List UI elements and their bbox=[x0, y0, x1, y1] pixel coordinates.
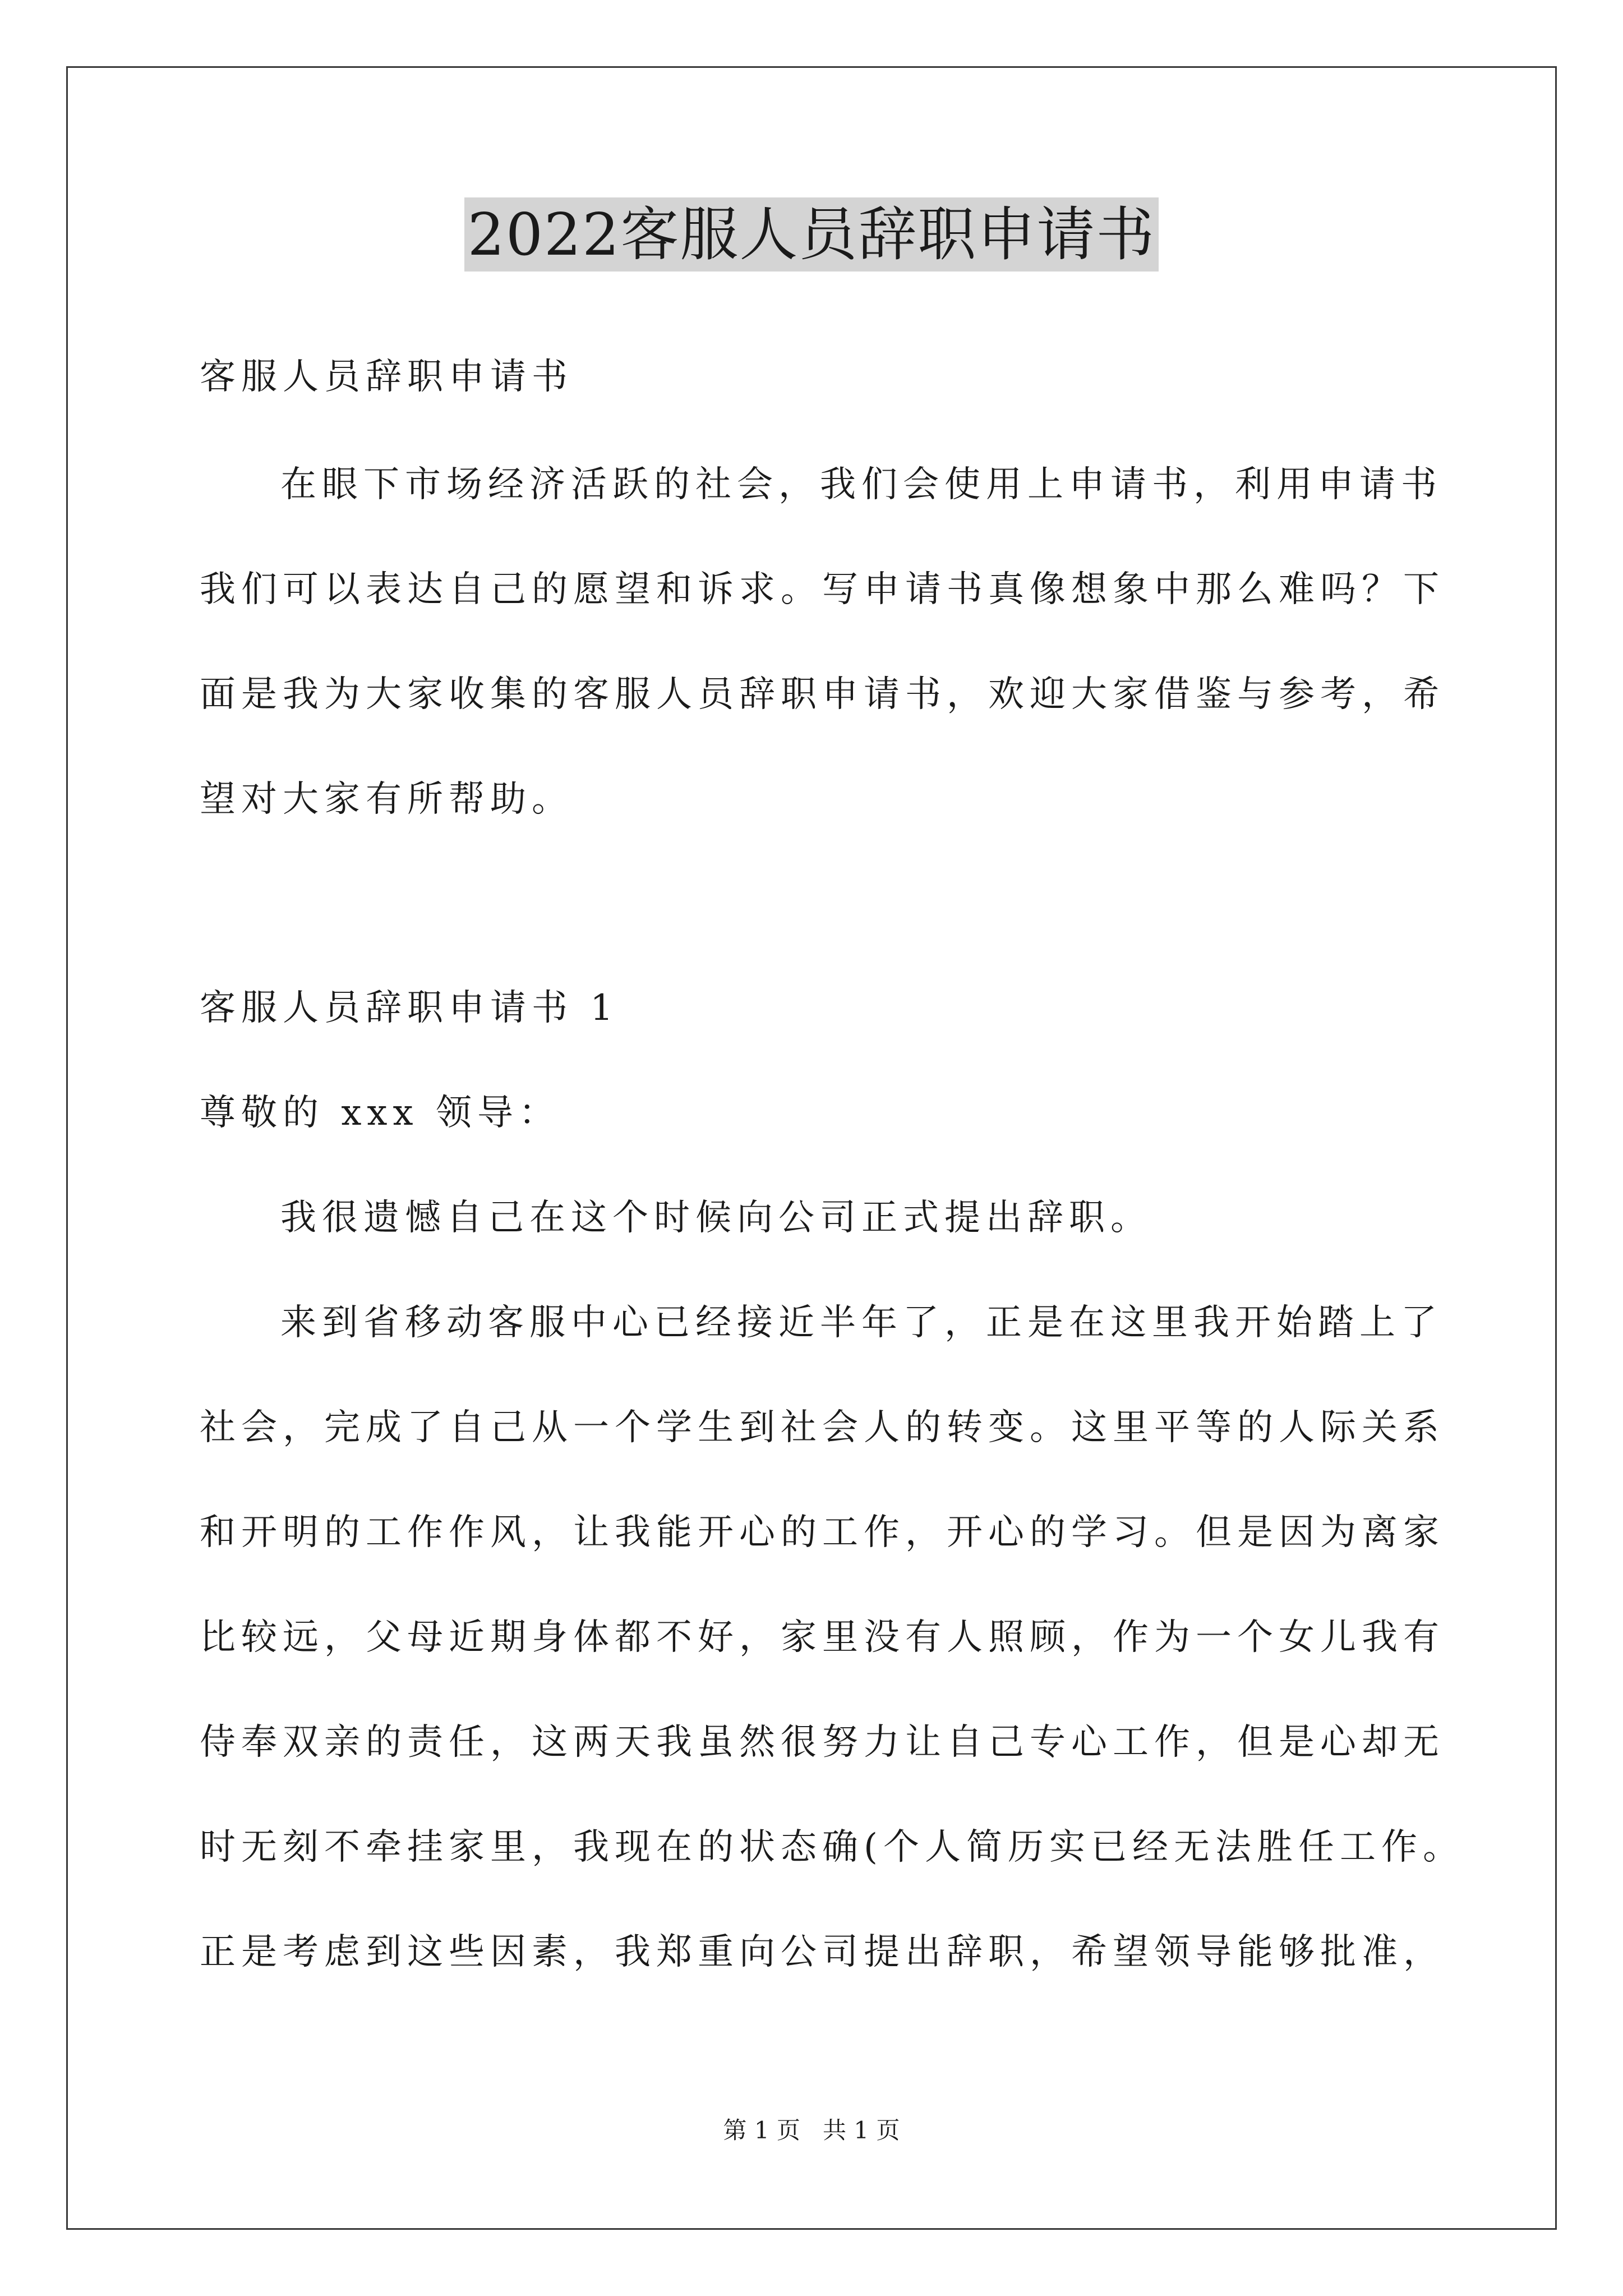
paragraph-line: 社会，完成了自己从一个学生到社会人的转变。这里平等的人际关系 bbox=[200, 1407, 1445, 1448]
paragraph-line: 来到省移动客服中心已经接近半年了，正是在这里我开始踏上了 bbox=[280, 1302, 1442, 1343]
paragraph-line: 比较远，父母近期身体都不好，家里没有人照顾，作为一个女儿我有 bbox=[200, 1617, 1445, 1658]
paragraph-line: 侍奉双亲的责任，这两天我虽然很努力让自己专心工作，但是心却无 bbox=[200, 1722, 1445, 1763]
letter-heading: 客服人员辞职申请书 1 bbox=[200, 987, 619, 1029]
paragraph-line: 在眼下市场经济活跃的社会，我们会使用上申请书，利用申请书 bbox=[280, 464, 1442, 505]
paragraph-line: 正是考虑到这些因素，我郑重向公司提出辞职，希望领导能够批准， bbox=[200, 1931, 1445, 1973]
document-title: 2022客服人员辞职申请书 bbox=[464, 197, 1159, 272]
paragraph-line: 我们可以表达自己的愿望和诉求。写申请书真像想象中那么难吗？下 bbox=[200, 569, 1445, 610]
paragraph-line: 望对大家有所帮助。 bbox=[200, 779, 573, 820]
title-container bbox=[0, 197, 1623, 272]
page-footer: 第 1 页 共 1 页 bbox=[723, 2116, 900, 2144]
paragraph-line: 和开明的工作作风，让我能开心的工作，开心的学习。但是因为离家 bbox=[200, 1512, 1445, 1553]
paragraph-line: 我很遗憾自己在这个时候向公司正式提出辞职。 bbox=[280, 1197, 1152, 1239]
salutation: 尊敬的 xxx 领导： bbox=[200, 1092, 560, 1134]
section-heading: 客服人员辞职申请书 bbox=[200, 356, 573, 398]
paragraph-line: 面是我为大家收集的客服人员辞职申请书，欢迎大家借鉴与参考，希 bbox=[200, 674, 1445, 715]
paragraph-line: 时无刻不牵挂家里，我现在的状态确(个人简历实已经无法胜任工作。 bbox=[200, 1826, 1464, 1868]
